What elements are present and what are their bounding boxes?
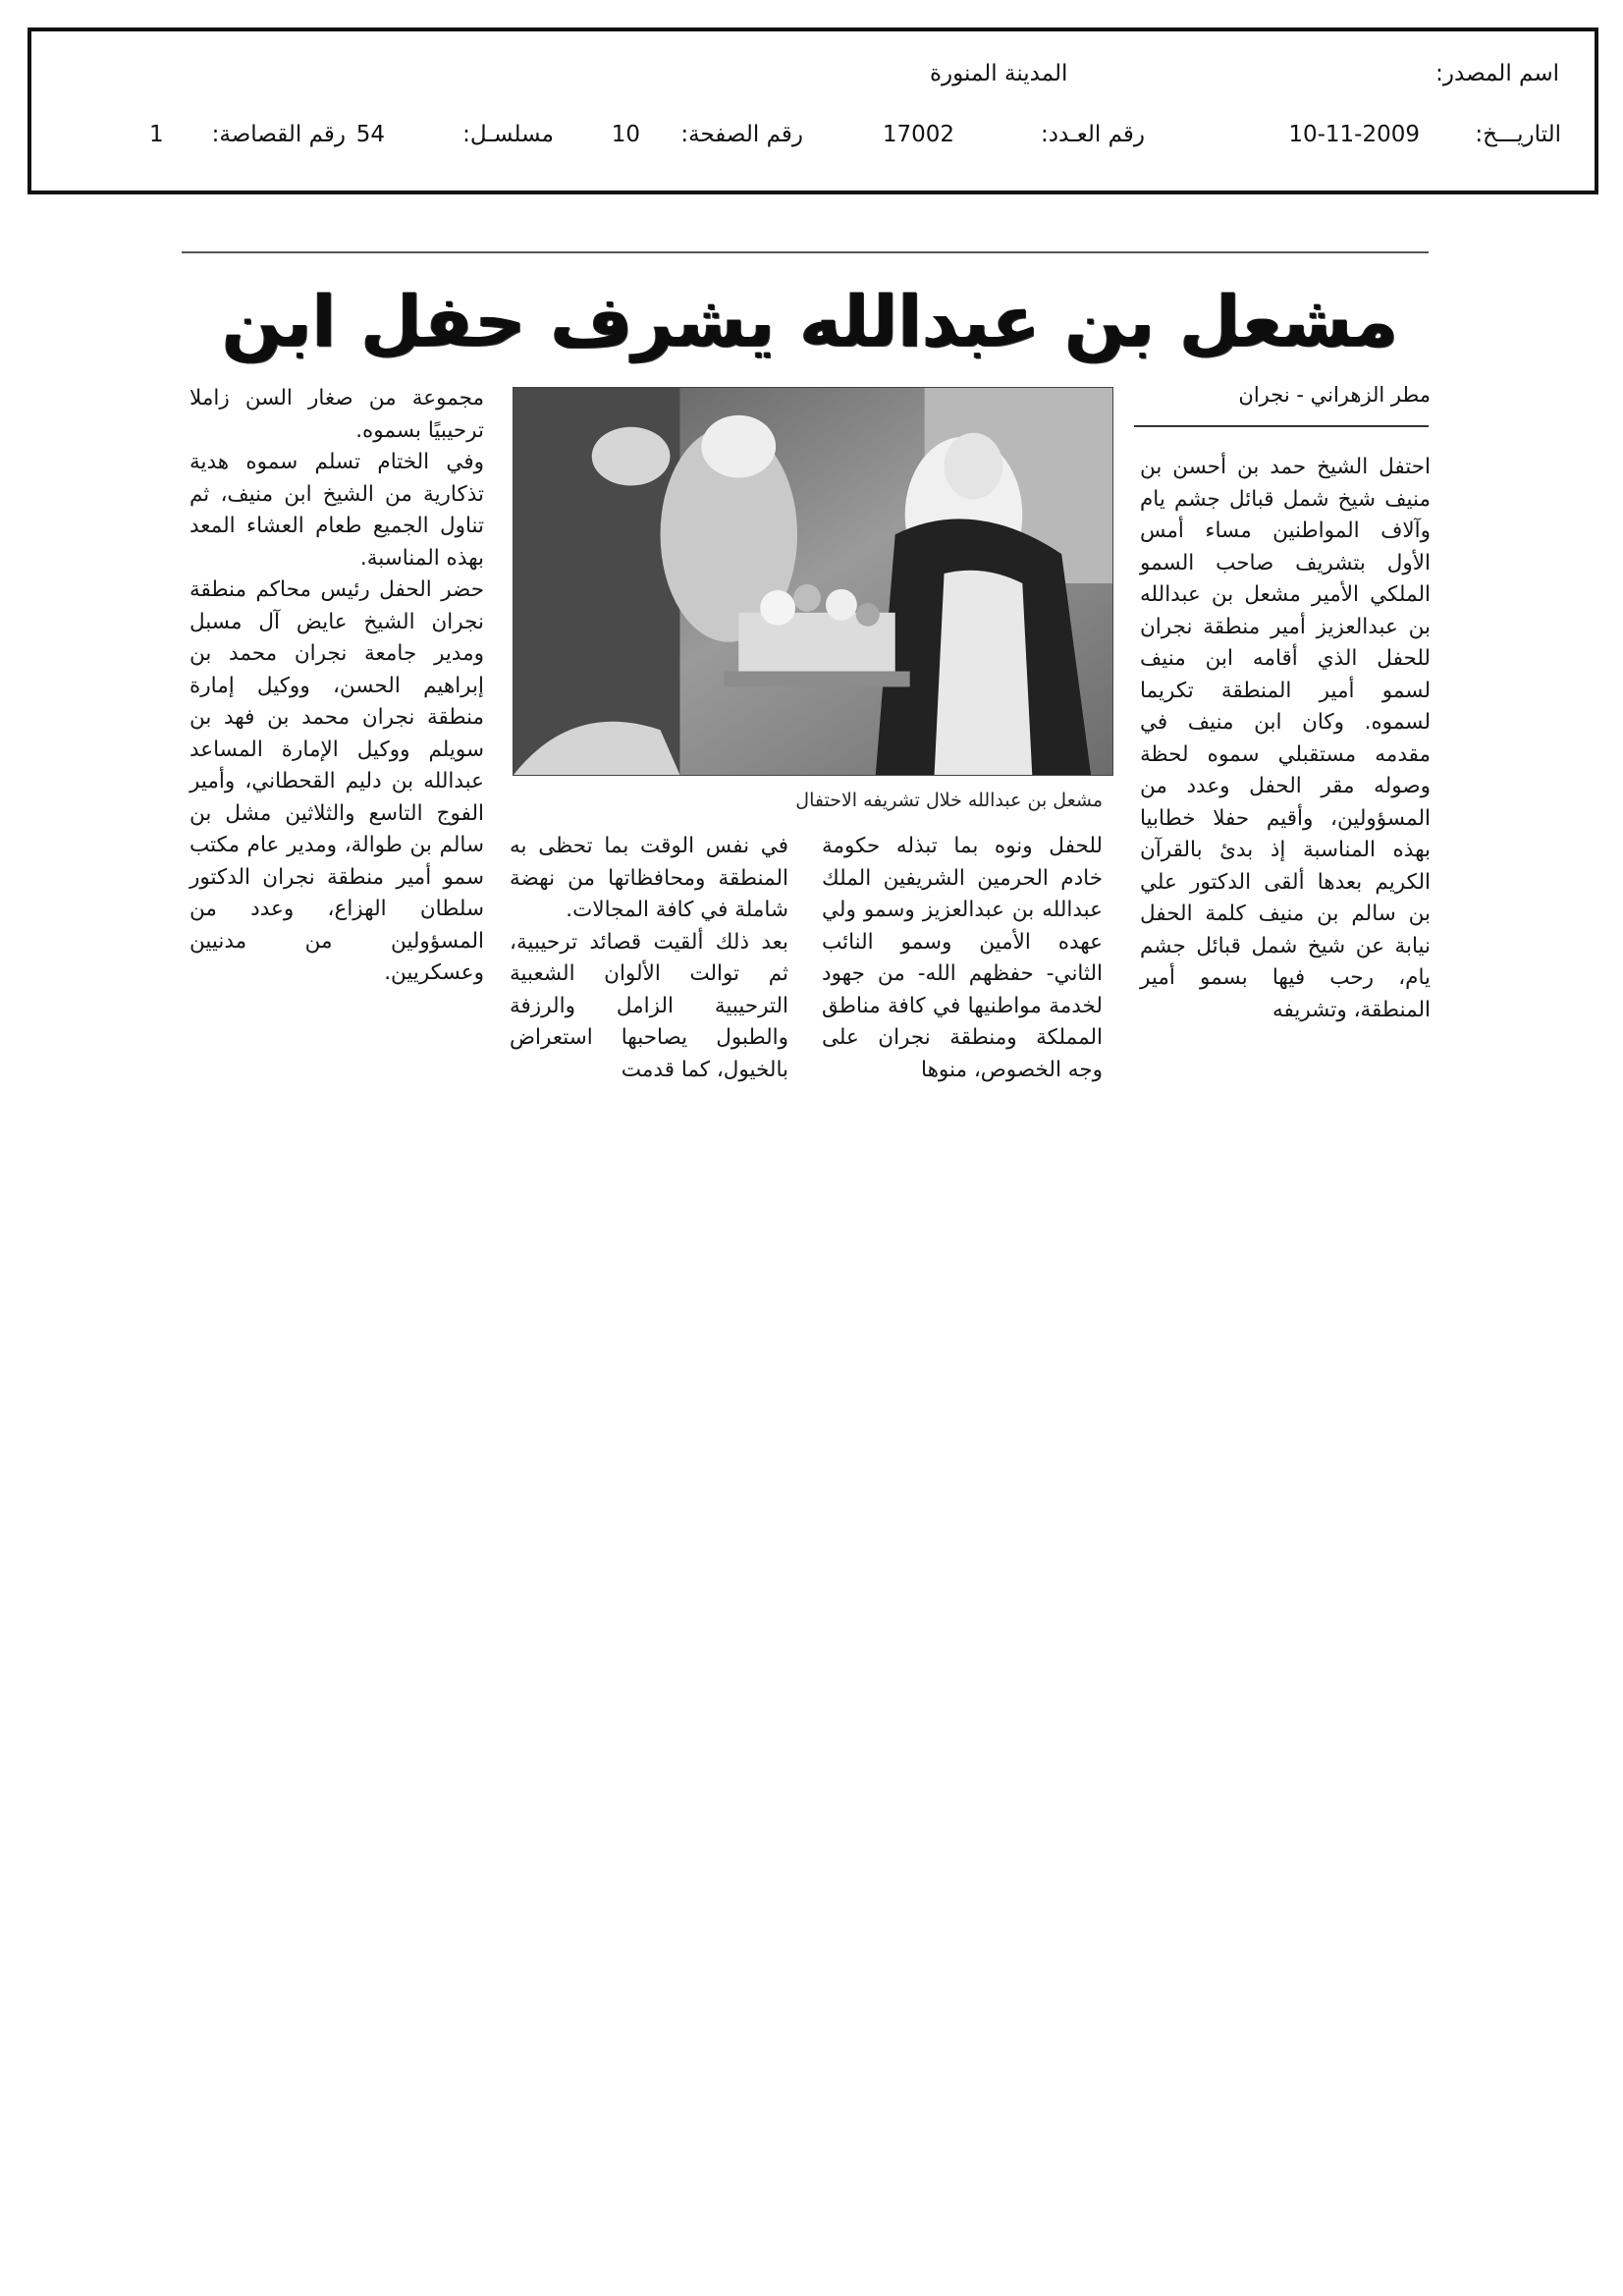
column-3-paragraph-1: في نفس الوقت بما تحظى به المنطقة ومحافظاتها من نهضة شاملة في كافة المجالات. xyxy=(510,834,788,922)
article-headline: مشعل بن عبدالله يشرف حفل ابن xyxy=(221,280,1399,362)
photo-image xyxy=(514,388,1112,775)
date-label: التاريـــخ: xyxy=(1475,122,1561,147)
top-divider xyxy=(182,251,1429,253)
page-value: 10 xyxy=(611,122,640,147)
issue-label: رقم العـدد: xyxy=(1040,122,1145,147)
article-column-1-top xyxy=(1140,452,1431,1026)
date-value: 10-11-2009 xyxy=(1288,122,1420,147)
source-value: المدينة المنورة xyxy=(930,61,1068,86)
column-4-paragraph-2: وفي الختام تسلم سموه هدية تذكارية من الشيخ ابن منيف، ثم تناول الجميع طعام العشاء المعد بهذه المناسبة. xyxy=(189,450,484,571)
clip-number-label: رقم القصاصة: xyxy=(211,122,346,147)
column-1-text: احتفل الشيخ حمد بن أحسن بن منيف شيخ شمل قبائل جشم يام وآلاف المواطنين مساء أمس الأول بتشريف صاحب السمو الملكي الأمير مشعل بن عبدالله بن عبدالعزيز أمير منطقة نجران للحفل الذي أقامه ابن منيف لسمو أمير المنطقة تكريما لسموه. وكان ابن منيف في مقدمه مستقبلي سموه لحظة وصوله مقر الحفل وعدد من المسؤولين، وأقيم حفلا خطابيا بهذه المناسبة إذ بدئ بالقرآن الكريم بعدها ألقى الدكتور علي بن سالم بن منيف كلمة الحفل نيابة عن شيخ شمل قبائل جشم يام، رحب فيها بسمو أمير المنطقة، وتشريفه xyxy=(1140,455,1431,1022)
column-4-paragraph-1: مجموعة من صغار السن زاملا ترحيبيًا بسموه. xyxy=(189,386,484,443)
issue-value: 17002 xyxy=(882,122,954,147)
byline-divider xyxy=(1134,425,1429,427)
article-column-2 xyxy=(822,831,1103,1086)
article-column-4 xyxy=(189,383,484,990)
article-photo xyxy=(513,387,1113,776)
photo-caption: مشعل بن عبدالله خلال تشريفه الاحتفال xyxy=(795,790,1103,811)
clip-number-value: 1 xyxy=(149,122,164,147)
source-label: اسم المصدر: xyxy=(1435,61,1559,86)
column-4-paragraph-3: حضر الحفل رئيس محاكم منطقة نجران الشيخ عايض آل مسبل ومدير جامعة نجران محمد بن إبراهيم الحسن، ووكيل إمارة منطقة نجران محمد بن فهد بن سويلم ووكيل الإمارة المساعد عبدالله بن دليم القحطاني، وأمير الفوج التاسع والثلاثين مشل بن سالم بن طوالة، ومدير عام مكتب سمو أمير منطقة نجران الدكتور سلطان الهزاع، وعدد من المسؤولين من مدنيين وعسكريين. xyxy=(189,577,484,985)
article-byline: مطر الزهراني - نجران xyxy=(1238,383,1431,407)
serial-value: 54 xyxy=(355,122,385,147)
serial-label: مسلسـل: xyxy=(462,122,554,147)
page-label: رقم الصفحة: xyxy=(680,122,803,147)
column-2-text: للحفل ونوه بما تبذله حكومة خادم الحرمين الشريفين الملك عبدالله بن عبدالعزيز وسمو ولي عهده الأمين وسمو النائب الثاني- حفظهم الله- من جهود لخدمة مواطنيها في كافة مناطق المملكة ومنطقة نجران على وجه الخصوص، منوها xyxy=(822,834,1103,1082)
column-3-paragraph-2: بعد ذلك ألقيت قصائد ترحيبية، ثم توالت الألوان الشعبية الترحيبية الزامل والرزفة والطبول يصاحبها استعراض بالخيول، كما قدمت xyxy=(510,929,788,1082)
article-column-3 xyxy=(510,831,788,1086)
clipping-info-box xyxy=(27,27,1598,194)
